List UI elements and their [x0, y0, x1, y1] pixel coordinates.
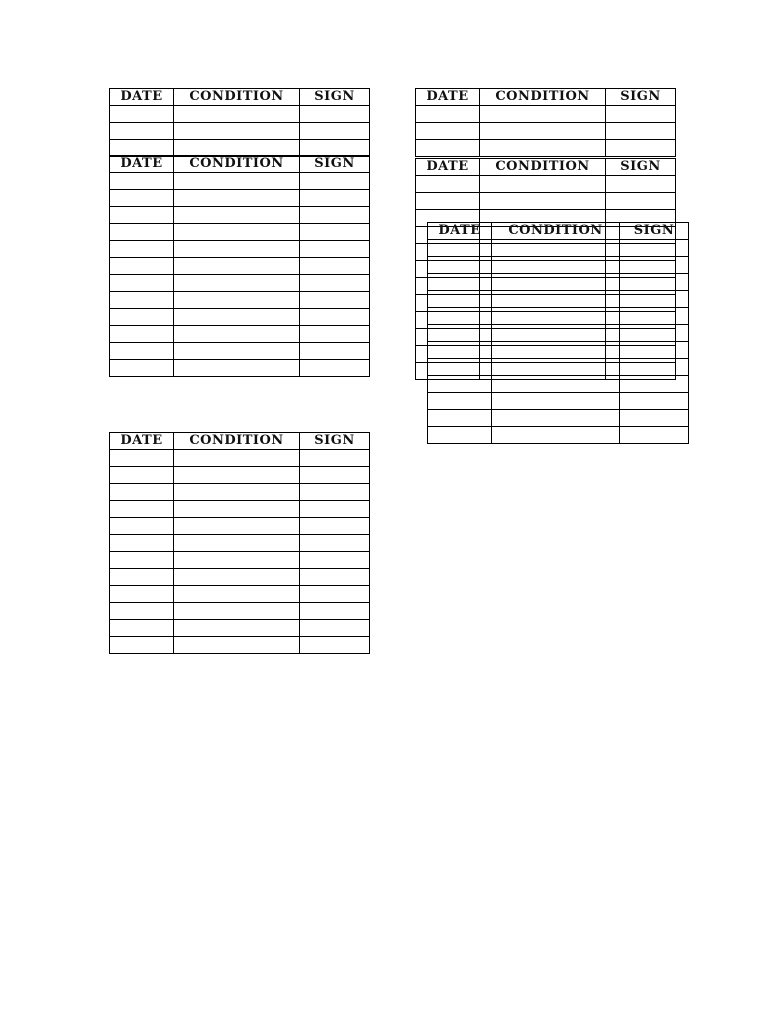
table-row: [110, 140, 370, 157]
sign-cell[interactable]: [620, 427, 689, 444]
table-row: [110, 123, 370, 140]
table-row: [428, 427, 689, 444]
table-header-row: [110, 89, 370, 106]
condition-cell[interactable]: [174, 173, 300, 190]
table-row: [110, 450, 370, 467]
sign-cell[interactable]: [300, 467, 370, 484]
sign-cell[interactable]: [300, 569, 370, 586]
condition-cell[interactable]: [174, 343, 300, 360]
condition-cell[interactable]: [174, 586, 300, 603]
date-cell[interactable]: [428, 240, 492, 257]
condition-header: CONDITION: [174, 156, 300, 173]
date-cell[interactable]: [110, 241, 174, 258]
table-row: [110, 343, 370, 360]
table-row: [110, 241, 370, 258]
condition-cell[interactable]: [492, 427, 620, 444]
sign-cell[interactable]: [300, 190, 370, 207]
table-row: [428, 274, 689, 291]
sign-header: SIGN: [606, 89, 676, 106]
sign-header: SIGN: [300, 156, 370, 173]
sign-cell[interactable]: [300, 343, 370, 360]
condition-cell[interactable]: [174, 309, 300, 326]
condition-log-table-shifted-right: [427, 222, 689, 444]
date-cell[interactable]: [110, 586, 174, 603]
sign-cell[interactable]: [300, 258, 370, 275]
date-cell[interactable]: [428, 257, 492, 274]
table-row: [110, 224, 370, 241]
condition-cell[interactable]: [492, 376, 620, 393]
sign-cell[interactable]: [300, 292, 370, 309]
table-row: [110, 207, 370, 224]
date-cell[interactable]: [428, 308, 492, 325]
date-cell[interactable]: [428, 325, 492, 342]
table-row: [110, 518, 370, 535]
table-row: [110, 173, 370, 190]
table-row: [428, 257, 689, 274]
table-row: [110, 258, 370, 275]
sign-cell[interactable]: [606, 140, 676, 157]
table-row: [110, 292, 370, 309]
date-cell[interactable]: [110, 224, 174, 241]
table-row: [428, 325, 689, 342]
table-row: [110, 190, 370, 207]
condition-cell[interactable]: [480, 193, 606, 210]
condition-cell[interactable]: [174, 258, 300, 275]
sign-header: SIGN: [620, 223, 689, 240]
condition-cell[interactable]: [492, 359, 620, 376]
condition-header: CONDITION: [480, 159, 606, 176]
condition-cell[interactable]: [174, 637, 300, 654]
table-row: [428, 359, 689, 376]
condition-cell[interactable]: [174, 484, 300, 501]
date-cell[interactable]: [110, 620, 174, 637]
date-cell[interactable]: [110, 450, 174, 467]
table-row: [110, 552, 370, 569]
sign-cell[interactable]: [620, 257, 689, 274]
table-row: [416, 123, 676, 140]
sign-cell[interactable]: [606, 106, 676, 123]
table-row: [110, 309, 370, 326]
date-cell[interactable]: [428, 342, 492, 359]
table-row: [110, 467, 370, 484]
date-cell[interactable]: [110, 569, 174, 586]
condition-cell[interactable]: [174, 275, 300, 292]
date-cell[interactable]: [110, 106, 174, 123]
sign-cell[interactable]: [300, 518, 370, 535]
date-cell[interactable]: [110, 518, 174, 535]
date-cell[interactable]: [110, 292, 174, 309]
table-row: [110, 275, 370, 292]
sign-cell[interactable]: [300, 207, 370, 224]
sign-cell[interactable]: [300, 106, 370, 123]
sign-cell[interactable]: [300, 620, 370, 637]
condition-cell[interactable]: [174, 518, 300, 535]
sign-cell[interactable]: [620, 393, 689, 410]
date-cell[interactable]: [428, 393, 492, 410]
condition-cell[interactable]: [174, 360, 300, 377]
condition-cell[interactable]: [174, 467, 300, 484]
date-cell[interactable]: [110, 552, 174, 569]
date-cell[interactable]: [110, 140, 174, 157]
condition-cell[interactable]: [174, 603, 300, 620]
sign-cell[interactable]: [300, 484, 370, 501]
date-cell[interactable]: [110, 467, 174, 484]
condition-cell[interactable]: [174, 207, 300, 224]
sign-cell[interactable]: [620, 410, 689, 427]
condition-log-table-bottom-left: [109, 432, 370, 654]
condition-cell[interactable]: [174, 620, 300, 637]
sign-cell[interactable]: [620, 325, 689, 342]
condition-cell[interactable]: [174, 241, 300, 258]
date-cell[interactable]: [110, 309, 174, 326]
date-cell[interactable]: [428, 359, 492, 376]
condition-header: CONDITION: [174, 89, 300, 106]
table-row: [110, 603, 370, 620]
sign-header: SIGN: [300, 433, 370, 450]
condition-cell[interactable]: [492, 308, 620, 325]
condition-cell[interactable]: [174, 224, 300, 241]
table-row: [428, 291, 689, 308]
table-row: [110, 484, 370, 501]
condition-cell[interactable]: [492, 393, 620, 410]
table-row: [428, 308, 689, 325]
table-row: [416, 176, 676, 193]
table-row: [110, 569, 370, 586]
sign-cell[interactable]: [300, 450, 370, 467]
table-row: [428, 342, 689, 359]
sign-cell[interactable]: [620, 359, 689, 376]
sign-cell[interactable]: [300, 603, 370, 620]
sign-cell[interactable]: [606, 193, 676, 210]
condition-cell[interactable]: [480, 140, 606, 157]
condition-cell[interactable]: [492, 342, 620, 359]
condition-cell[interactable]: [492, 410, 620, 427]
condition-cell[interactable]: [480, 123, 606, 140]
date-header: DATE: [110, 433, 174, 450]
sign-cell[interactable]: [620, 342, 689, 359]
date-cell[interactable]: [416, 193, 480, 210]
date-cell[interactable]: [416, 106, 480, 123]
condition-log-table-overlay-left: [109, 155, 370, 377]
sign-cell[interactable]: [606, 176, 676, 193]
date-cell[interactable]: [428, 427, 492, 444]
date-cell[interactable]: [428, 376, 492, 393]
table-header-row: [416, 89, 676, 106]
condition-cell[interactable]: [174, 450, 300, 467]
sign-cell[interactable]: [606, 123, 676, 140]
condition-cell[interactable]: [492, 325, 620, 342]
sign-cell[interactable]: [300, 173, 370, 190]
sign-cell[interactable]: [620, 291, 689, 308]
date-cell[interactable]: [110, 360, 174, 377]
date-cell[interactable]: [110, 603, 174, 620]
sign-cell[interactable]: [620, 376, 689, 393]
table-row: [428, 240, 689, 257]
date-cell[interactable]: [416, 140, 480, 157]
date-cell[interactable]: [110, 258, 174, 275]
date-cell[interactable]: [110, 637, 174, 654]
date-cell[interactable]: [428, 291, 492, 308]
sign-cell[interactable]: [300, 309, 370, 326]
sign-cell[interactable]: [300, 275, 370, 292]
sign-header: SIGN: [300, 89, 370, 106]
table-row: [110, 620, 370, 637]
date-header: DATE: [110, 89, 174, 106]
table-row: [110, 326, 370, 343]
date-cell[interactable]: [110, 123, 174, 140]
table-row: [110, 106, 370, 123]
condition-cell[interactable]: [174, 326, 300, 343]
condition-log-table-top-left: [109, 88, 370, 157]
table-row: [110, 586, 370, 603]
condition-cell[interactable]: [174, 123, 300, 140]
condition-cell[interactable]: [174, 569, 300, 586]
table-row: [416, 140, 676, 157]
sign-cell[interactable]: [620, 240, 689, 257]
condition-cell[interactable]: [174, 535, 300, 552]
date-cell[interactable]: [110, 535, 174, 552]
sign-header: SIGN: [606, 159, 676, 176]
date-header: DATE: [428, 223, 492, 240]
date-header: DATE: [110, 156, 174, 173]
sign-cell[interactable]: [620, 308, 689, 325]
sign-cell[interactable]: [300, 360, 370, 377]
condition-cell[interactable]: [492, 240, 620, 257]
table-header-row: [428, 223, 689, 240]
sign-cell[interactable]: [300, 552, 370, 569]
date-cell[interactable]: [428, 410, 492, 427]
table-row: [110, 360, 370, 377]
condition-header: CONDITION: [174, 433, 300, 450]
date-cell[interactable]: [416, 176, 480, 193]
date-header: DATE: [416, 89, 480, 106]
table-row: [428, 376, 689, 393]
table-row: [416, 193, 676, 210]
condition-cell[interactable]: [174, 190, 300, 207]
date-cell[interactable]: [110, 326, 174, 343]
table-row: [110, 501, 370, 518]
table-header-row: [110, 433, 370, 450]
sign-cell[interactable]: [300, 326, 370, 343]
sign-cell[interactable]: [300, 637, 370, 654]
date-cell[interactable]: [110, 190, 174, 207]
date-cell[interactable]: [110, 173, 174, 190]
condition-log-table-top-right: [415, 88, 676, 157]
condition-header: CONDITION: [492, 223, 620, 240]
date-cell[interactable]: [110, 484, 174, 501]
condition-cell[interactable]: [480, 176, 606, 193]
table-row: [416, 106, 676, 123]
condition-cell[interactable]: [492, 291, 620, 308]
date-cell[interactable]: [110, 275, 174, 292]
sign-cell[interactable]: [300, 535, 370, 552]
table-row: [428, 410, 689, 427]
condition-cell[interactable]: [174, 106, 300, 123]
date-cell[interactable]: [110, 501, 174, 518]
table-row: [428, 393, 689, 410]
table-row: [110, 637, 370, 654]
condition-cell[interactable]: [174, 552, 300, 569]
condition-cell[interactable]: [492, 257, 620, 274]
condition-cell[interactable]: [480, 106, 606, 123]
table-row: [110, 535, 370, 552]
condition-header: CONDITION: [480, 89, 606, 106]
condition-cell[interactable]: [174, 140, 300, 157]
sign-cell[interactable]: [300, 501, 370, 518]
sign-cell[interactable]: [620, 274, 689, 291]
sign-cell[interactable]: [300, 586, 370, 603]
condition-cell[interactable]: [492, 274, 620, 291]
table-header-row: [416, 159, 676, 176]
condition-cell[interactable]: [174, 292, 300, 309]
date-cell[interactable]: [416, 123, 480, 140]
date-cell[interactable]: [110, 343, 174, 360]
date-header: DATE: [416, 159, 480, 176]
table-header-row: [110, 156, 370, 173]
sign-cell[interactable]: [300, 241, 370, 258]
date-cell[interactable]: [110, 207, 174, 224]
sign-cell[interactable]: [300, 224, 370, 241]
condition-cell[interactable]: [174, 501, 300, 518]
date-cell[interactable]: [428, 274, 492, 291]
sign-cell[interactable]: [300, 140, 370, 157]
sign-cell[interactable]: [300, 123, 370, 140]
